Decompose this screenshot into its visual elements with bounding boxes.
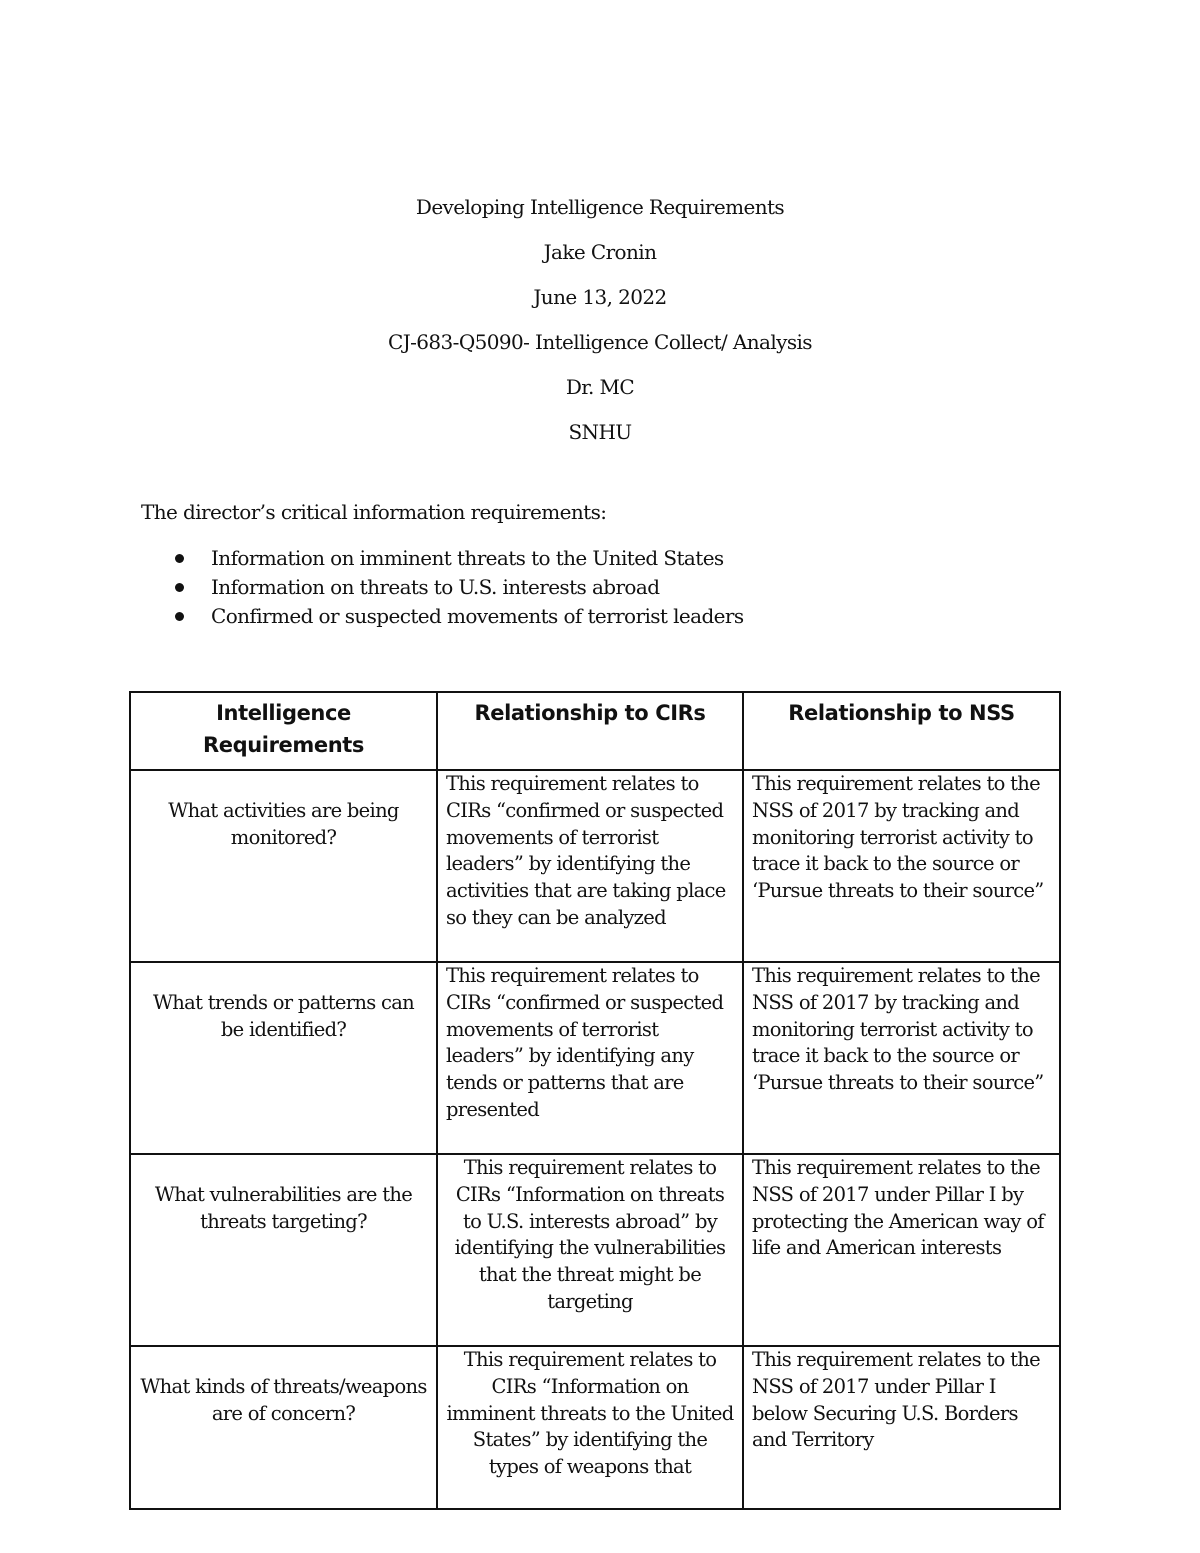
requirement-cell [130,1346,437,1509]
requirement-cell [130,1154,437,1346]
cirs-text: This requirement relates to CIRs “Information on threats to U.S. interests abroad” by identifying the vulnerabilities that the threat might be targeting [454,1156,726,1313]
table-header-row [130,692,1060,770]
requirement-text: What trends or patterns can be identified? [152,991,415,1041]
cirs-text: This requirement relates to CIRs “Information on imminent threats to the United States” by identifying the types of weapons that [446,1348,734,1479]
institution-name: SNHU [568,420,632,444]
table-row [130,1154,1060,1346]
cirs-text: This requirement relates to CIRs “confirmed or suspected movements of terrorist leaders” by identifying any tends or patterns that are presented [446,964,724,1121]
nss-cell [743,1346,1060,1509]
cir-intro: The director’s critical information requirements: [141,500,607,524]
requirements-table [129,691,1061,1510]
requirement-cell [130,962,437,1154]
nss-text: This requirement relates to the NSS of 2017 by tracking and monitoring terrorist activity to trace it back to the source or ‘Pursue threats to their source” [752,772,1044,903]
course-name: CJ-683-Q5090- Intelligence Collect/ Analysis [388,330,812,354]
nss-text: This requirement relates to the NSS of 2017 under Pillar I by protecting the American way of life and American interests [752,1156,1044,1260]
cirs-cell [437,1154,743,1346]
document-date: June 13, 2022 [533,285,667,309]
nss-text: This requirement relates to the NSS of 2017 under Pillar I below Securing U.S. Borders and Territory [752,1348,1040,1452]
instructor-name: Dr. MC [565,375,635,399]
bullet-icon [175,583,184,592]
cir-text: Confirmed or suspected movements of terrorist leaders [211,604,744,628]
cir-text: Information on threats to U.S. interests abroad [211,575,660,599]
requirement-text: What kinds of threats/weapons are of concern? [140,1375,427,1425]
nss-cell [743,1154,1060,1346]
list-item [141,602,744,631]
bullet-icon [175,554,184,563]
list-item [141,573,744,602]
table-row [130,962,1060,1154]
requirement-text: What vulnerabilities are the threats targeting? [154,1183,413,1233]
bullet-icon [175,612,184,621]
header-relationship-cirs: Relationship to CIRs [437,692,743,770]
list-item [141,544,744,573]
table-row [130,770,1060,962]
header-intelligence-requirements: Intelligence Requirements [130,692,437,770]
cir-text: Information on imminent threats to the United States [211,546,724,570]
cirs-cell [437,1346,743,1509]
cirs-cell [437,770,743,962]
document-title: Developing Intelligence Requirements [415,195,785,219]
cirs-cell [437,962,743,1154]
table-row [130,1346,1060,1509]
requirement-text: What activities are being monitored? [168,799,399,849]
cirs-text: This requirement relates to CIRs “confirmed or suspected movements of terrorist leaders” by identifying the activities that are taking place so they can be analyzed [446,772,726,929]
nss-cell [743,962,1060,1154]
requirement-cell [130,770,437,962]
cir-list [141,544,744,631]
nss-text: This requirement relates to the NSS of 2017 by tracking and monitoring terrorist activity to trace it back to the source or ‘Pursue threats to their source” [752,964,1044,1095]
header-relationship-nss: Relationship to NSS [743,692,1060,770]
nss-cell [743,770,1060,962]
author-name: Jake Cronin [543,240,657,264]
title-block [0,185,1200,455]
